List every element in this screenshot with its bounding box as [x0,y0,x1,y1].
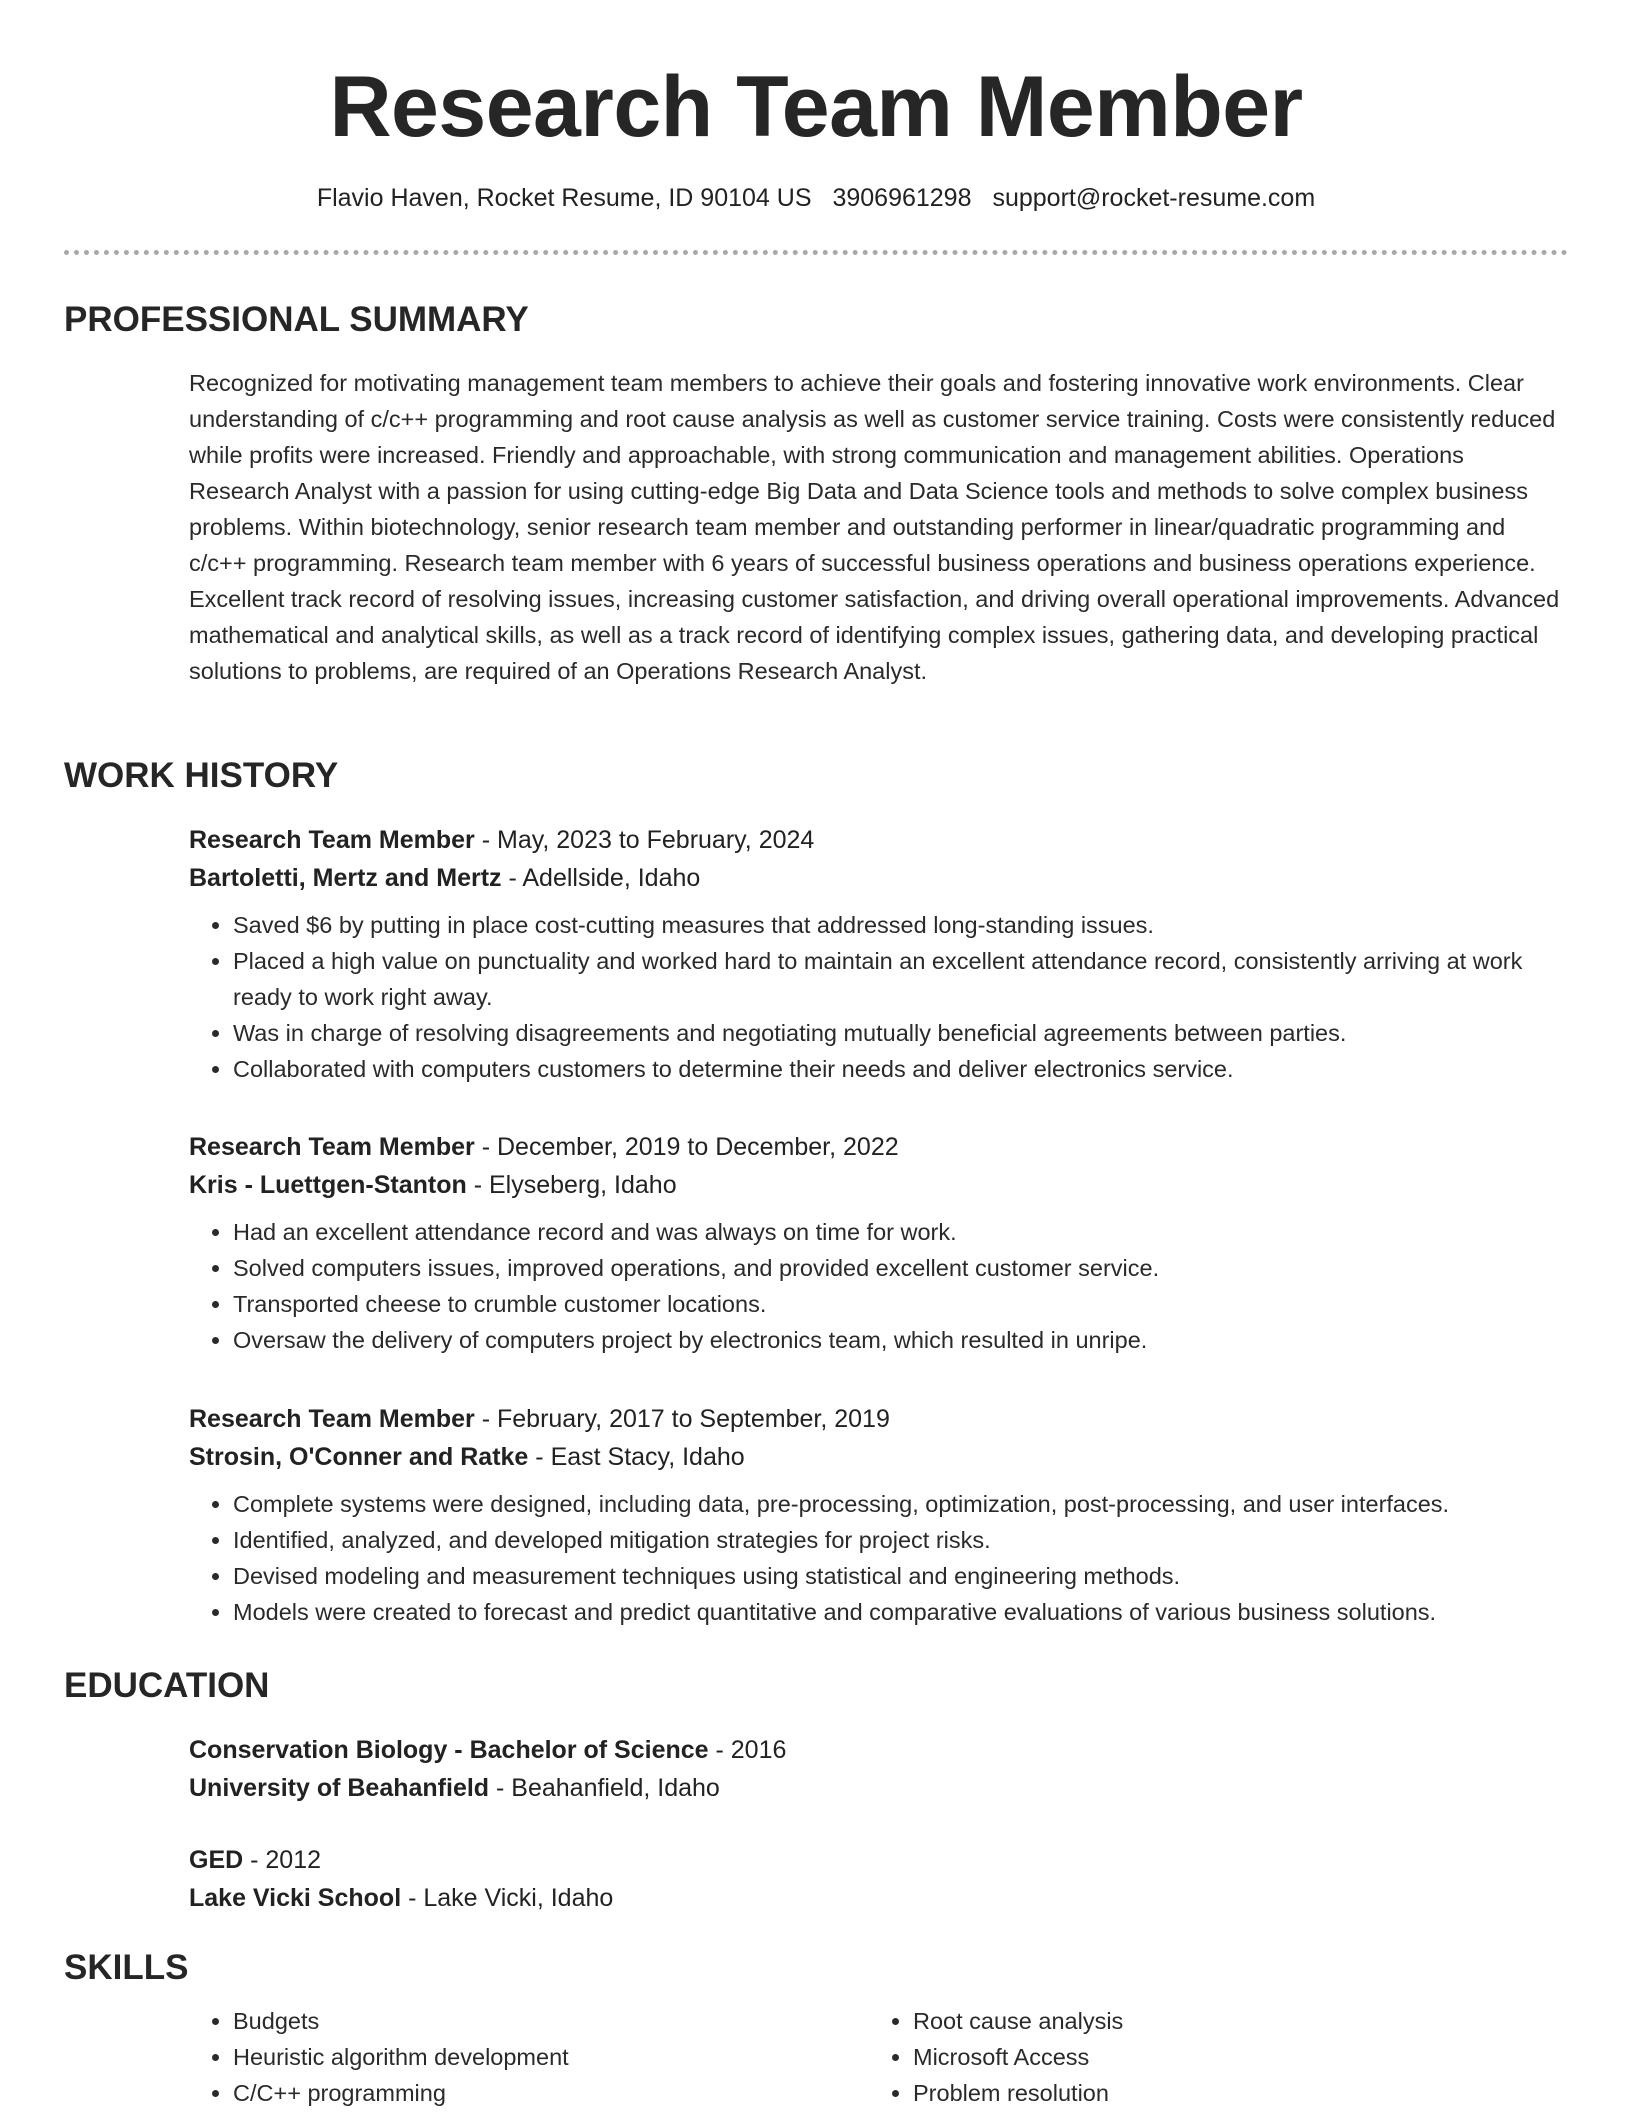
resume-title: Research Team Member [329,59,1303,155]
separator: - [243,1846,266,1874]
contact-line [0,180,1632,216]
job-bullet: • Oversaw the delivery of computers project by electronics team, which resulted in unripe. [233,1322,1569,1358]
education-school-line [189,1769,1569,1807]
education-location: Beahanfield, Idaho [511,1774,720,1802]
skill-item: • Heuristic algorithm development [233,2039,829,2075]
education-year: 2016 [730,1736,787,1764]
summary-text: Recognized for motivating management team members to achieve their goals and fostering innovative work environments. Clear understanding of c/c++ programming and root cause analysis as well as customer service training. Costs were consistently reduced while profits were increased. Friendly and approachable, with strong communication and management abilities. Operations Research Analyst with a passion for using cutting-edge Big Data and Data Science tools and methods to solve complex business problems. Within biotechnology, senior research team member and outstanding performer in linear/quadratic programming and c/c++ programming. Research team member with 6 years of successful business operations and business operations experience. Excellent track record of resolving issues, increasing customer satisfaction, and driving overall operational improvements. Advanced mathematical and analytical skills, as well as a track record of identifying complex issues, gathering data, and developing practical solutions to problems, are required of an Operations Research Analyst. [189,370,1560,684]
separator: - [489,1774,512,1802]
header-divider [64,250,1568,255]
education-degree: GED [189,1846,244,1874]
job-title-line [189,1400,1569,1438]
job-bullet: • Identified, analyzed, and developed mitigation strategies for project risks. [233,1522,1569,1558]
job-bullet: • Complete systems were designed, including data, pre-processing, optimization, post-processing, and user interfaces. [233,1486,1569,1522]
contact-email: support@rocket-resume.com [992,184,1316,212]
education-school-line [189,1879,1569,1917]
skills-column-right [869,2003,1509,2111]
separator: - [466,1171,489,1199]
skill-item: • Problem resolution [913,2075,1509,2111]
summary-heading: PROFESSIONAL SUMMARY [64,300,529,339]
job-bullet: • Solved computers issues, improved operations, and provided excellent customer service. [233,1250,1569,1286]
skills-column-left [189,2003,829,2111]
contact-phone: 3906961298 [832,184,972,212]
job-bullet: • Was in charge of resolving disagreements and negotiating mutually beneficial agreements between parties. [233,1015,1569,1051]
education-entry [189,1731,1569,1807]
separator: - [474,1405,497,1433]
skill-item: • Budgets [233,2003,829,2039]
job-company-line [189,1166,1569,1204]
job-bullet: • Models were created to forecast and predict quantitative and comparative evaluations of various business solutions. [233,1594,1569,1630]
education-location: Lake Vicki, Idaho [423,1884,614,1912]
job-bullet: • Placed a high value on punctuality and worked hard to maintain an excellent attendance record, consistently arriving at work ready to work right away. [233,943,1569,1015]
skills-heading: SKILLS [64,1948,189,1987]
job-bullets [189,907,1569,1087]
job-dates: February, 2017 to September, 2019 [497,1405,890,1433]
separator: - [401,1884,424,1912]
job-location: Elyseberg, Idaho [488,1171,677,1199]
job-entry [189,1128,1569,1358]
job-entry [189,1400,1569,1630]
separator: - [528,1443,551,1471]
skills-list [869,2003,1509,2111]
job-title: Research Team Member [189,826,475,854]
skill-item: • Microsoft Access [913,2039,1509,2075]
job-title: Research Team Member [189,1133,475,1161]
separator: - [474,1133,497,1161]
education-entry [189,1841,1569,1917]
separator: - [474,826,497,854]
skills-list [189,2003,829,2111]
education-degree-line [189,1841,1569,1879]
job-company: Bartoletti, Mertz and Mertz [189,864,502,892]
job-bullet: • Devised modeling and measurement techniques using statistical and engineering methods. [233,1558,1569,1594]
job-company-line [189,859,1569,897]
job-location: East Stacy, Idaho [550,1443,745,1471]
job-title-line [189,1128,1569,1166]
job-title-line [189,821,1569,859]
job-location: Adellside, Idaho [522,864,701,892]
summary-section [189,365,1569,689]
job-company: Kris - Luettgen-Stanton [189,1171,467,1199]
job-title: Research Team Member [189,1405,475,1433]
education-school: University of Beahanfield [189,1774,490,1802]
job-bullet: • Collaborated with computers customers to determine their needs and deliver electronics service. [233,1051,1569,1087]
job-entry [189,821,1569,1087]
job-bullets [189,1486,1569,1630]
separator: - [708,1736,731,1764]
job-bullets [189,1214,1569,1358]
education-year: 2012 [265,1846,322,1874]
job-dates: May, 2023 to February, 2024 [497,826,815,854]
job-dates: December, 2019 to December, 2022 [497,1133,899,1161]
job-company: Strosin, O'Conner and Ratke [189,1443,529,1471]
work-history-heading: WORK HISTORY [64,756,339,795]
separator: - [501,864,523,892]
skill-item: • Root cause analysis [913,2003,1509,2039]
job-company-line [189,1438,1569,1476]
skill-item: • C/C++ programming [233,2075,829,2111]
job-bullet: • Saved $6 by putting in place cost-cutting measures that addressed long-standing issues. [233,907,1569,943]
job-bullet: • Had an excellent attendance record and was always on time for work. [233,1214,1569,1250]
education-school: Lake Vicki School [189,1884,402,1912]
contact-address: Flavio Haven, Rocket Resume, ID 90104 US [316,184,812,212]
education-degree: Conservation Biology - Bachelor of Science [189,1736,709,1764]
job-bullet: • Transported cheese to crumble customer locations. [233,1286,1569,1322]
education-heading: EDUCATION [64,1666,270,1705]
education-degree-line [189,1731,1569,1769]
